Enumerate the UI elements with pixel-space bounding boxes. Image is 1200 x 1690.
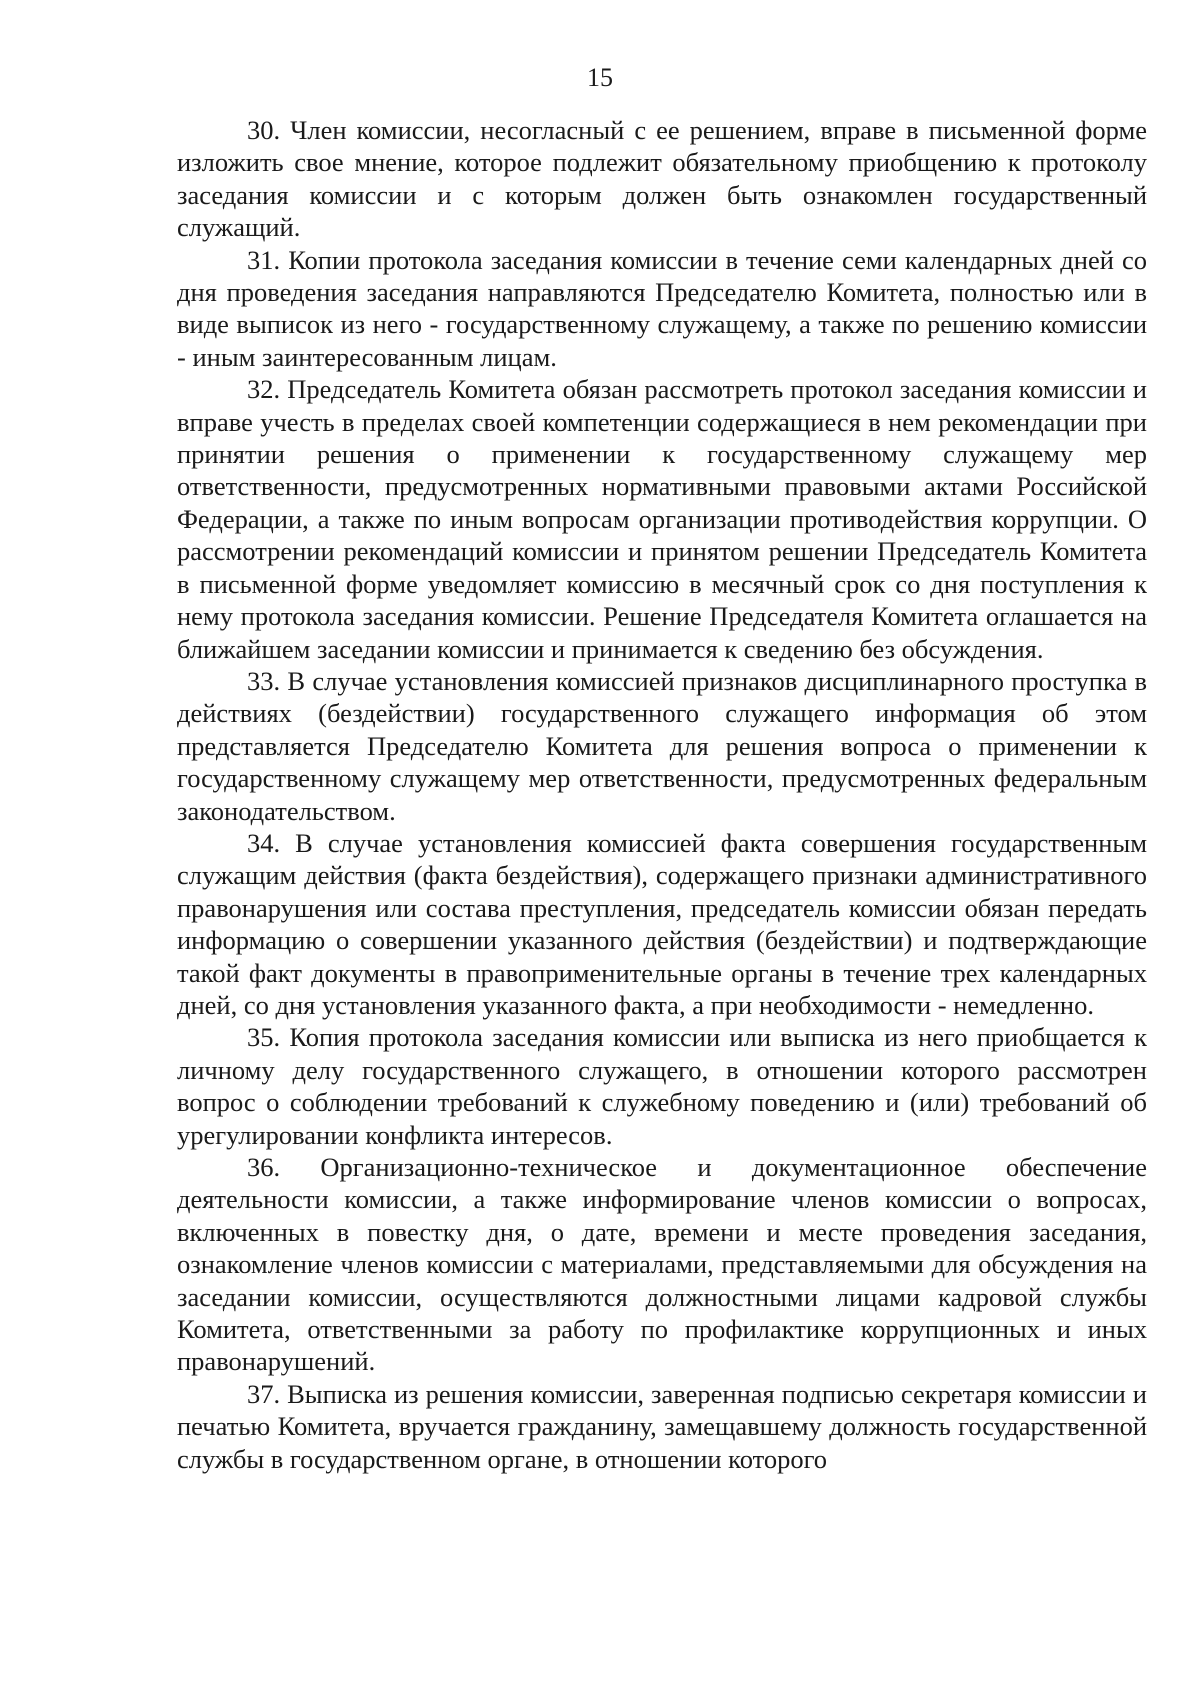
paragraph-32: 32. Председатель Комитета обязан рассмотреть протокол заседания комиссии и вправе учесть в пределах своей компетенции содержащиеся в нем рекомендации при принятии решения о применении к государственному служащему мер ответственности, предусмотренных нормативными правовыми актами Российской Федерации, а также по иным вопросам организации противодействия коррупции. О рассмотрении рекомендаций комиссии и принятом решении Председатель Комитета в письменной форме уведомляет комиссию в месячный срок со дня поступления к нему протокола заседания комиссии. Решение Председателя Комитета оглашается на ближайшем заседании комиссии и принимается к сведению без обсуждения. [177, 374, 1147, 664]
page-number: 15 [587, 63, 613, 92]
paragraph-30: 30. Член комиссии, несогласный с ее решением, вправе в письменной форме изложить свое мнение, которое подлежит обязательному приобщению к протоколу заседания комиссии и с которым должен быть ознакомлен государственный служащий. [177, 115, 1147, 243]
paragraph-36: 36. Организационно-техническое и документационное обеспечение деятельности комиссии, а также информирование членов комиссии о вопросах, включенных в повестку дня, о дате, времени и месте проведения заседания, ознакомление членов комиссии с материалами, представляемыми для обсуждения на заседании комиссии, осуществляются должностными лицами кадровой службы Комитета, ответственными за работу по профилактике коррупционных и иных правонарушений. [177, 1152, 1147, 1377]
paragraph-34: 34. В случае установления комиссией факта совершения государственным служащим действия (факта бездействия), содержащего признаки административного правонарушения или состава преступления, председатель комиссии обязан передать информацию о совершении указанного действия (бездействии) и подтверждающие такой факт документы в правоприменительные органы в течение трех календарных дней, со дня установления указанного факта, а при необходимости - немедленно. [177, 827, 1147, 1020]
paragraph-37: 37. Выписка из решения комиссии, заверенная подписью секретаря комиссии и печатью Комитета, вручается гражданину, замещавшему должность государственной службы в государственном органе, в отношении которого [177, 1378, 1147, 1474]
paragraph-31: 31. Копии протокола заседания комиссии в течение семи календарных дней со дня проведения заседания направляются Председателю Комитета, полностью или в виде выписок из него - государственному служащему, а также по решению комиссии - иным заинтересованным лицам. [177, 244, 1147, 372]
paragraph-35: 35. Копия протокола заседания комиссии или выписка из него приобщается к личному делу государственного служащего, в отношении которого рассмотрен вопрос о соблюдении требований к служебному поведению и (или) требований об урегулировании конфликта интересов. [177, 1022, 1147, 1150]
paragraph-33: 33. В случае установления комиссией признаков дисциплинарного проступка в действиях (бездействии) государственного служащего информация об этом представляется Председателю Комитета для решения вопроса о применении к государственному служащему мер ответственности, предусмотренных федеральным законодательством. [177, 665, 1147, 826]
document-body [177, 114, 1147, 1475]
